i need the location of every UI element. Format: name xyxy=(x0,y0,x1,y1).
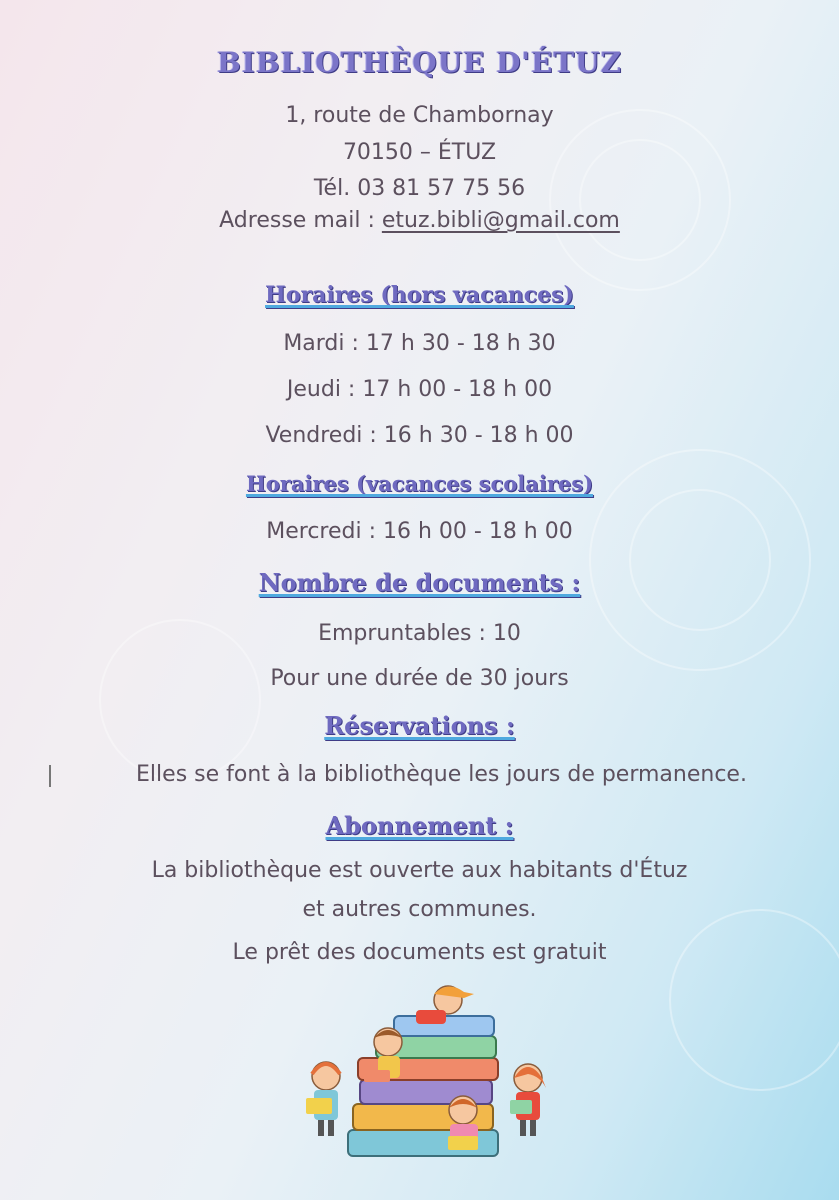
subscription-text-3: Le prêt des documents est gratuit xyxy=(232,940,607,965)
page-title: BIBLIOTHÈQUE D'ÉTUZ xyxy=(216,46,623,79)
heading-hours-regular: Horaires (hors vacances) xyxy=(265,282,574,308)
heading-documents: Nombre de documents : xyxy=(258,568,581,597)
children-reading-books-illustration xyxy=(298,980,558,1180)
heading-hours-holidays: Horaires (vacances scolaires) xyxy=(245,471,594,496)
subscription-text-2: et autres communes. xyxy=(302,897,537,922)
hours-regular-thursday: Jeudi : 17 h 00 - 18 h 00 xyxy=(286,377,553,402)
reservations-text: Elles se font à la bibliothèque les jours de permanence. xyxy=(136,762,747,787)
address-street: 1, route de Chambornay xyxy=(285,103,554,128)
email-link[interactable]: etuz.bibli@gmail.com xyxy=(381,208,620,233)
hours-regular-friday: Vendredi : 16 h 30 - 18 h 00 xyxy=(265,423,574,448)
kid-left xyxy=(306,1062,340,1136)
heading-reservations: Réservations : xyxy=(324,711,515,740)
heading-subscription: Abonnement : xyxy=(325,811,514,840)
hours-holidays-wednesday: Mercredi : 16 h 00 - 18 h 00 xyxy=(266,519,573,544)
email-row xyxy=(0,208,839,233)
hours-regular-tuesday: Mardi : 17 h 30 - 18 h 30 xyxy=(283,331,556,356)
email-label: Adresse mail : xyxy=(219,208,382,233)
subscription-text-1: La bibliothèque est ouverte aux habitants d'Étuz xyxy=(151,858,688,883)
phone-number: Tél. 03 81 57 75 56 xyxy=(313,176,526,201)
documents-count: Empruntables : 10 xyxy=(318,621,521,646)
address-city: 70150 – ÉTUZ xyxy=(342,140,497,165)
kid-right xyxy=(510,1064,546,1136)
documents-duration: Pour une durée de 30 jours xyxy=(270,666,569,691)
